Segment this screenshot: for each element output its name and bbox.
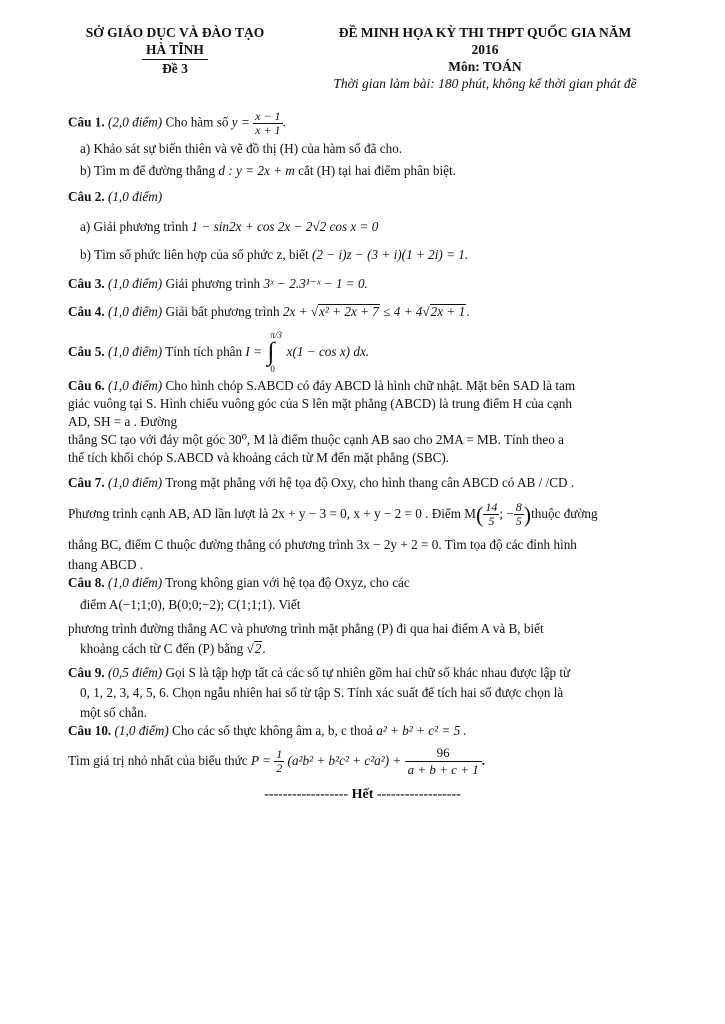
q2-a-eq: 1 − sin2x + cos 2x − 2√2 cos x = 0 — [191, 219, 379, 234]
q4-label: Câu 4. — [68, 304, 105, 319]
q1-part-a: a) Khảo sát sự biến thiên và vẽ đồ thị (H) của hàm số đã cho. — [80, 141, 403, 156]
q8-line4 — [80, 640, 674, 658]
q3-label: Câu 3. — [68, 276, 105, 291]
q10-half — [274, 748, 284, 775]
q7-m-num2: 8 — [515, 500, 522, 515]
q4-sqrt-2: 2x + 1 — [430, 304, 466, 319]
q5-integrand: x(1 − cos x) dx. — [286, 344, 370, 359]
q10-label: Câu 10. — [68, 723, 112, 738]
question-3 — [68, 275, 674, 293]
paren-open: ( — [476, 501, 484, 527]
q1-fraction — [253, 110, 282, 137]
q10-end: . — [481, 753, 486, 768]
integral-lower: 0 — [270, 363, 275, 374]
question-7 — [68, 474, 674, 492]
q8-sqrt: 2 — [254, 641, 262, 656]
q8-line4-pre: khoảng cách từ C đến (P) bằng — [80, 641, 244, 656]
sqrt-symbol: √ — [310, 304, 319, 319]
q10-big-num: 96 — [405, 745, 482, 762]
q9-line2: 0, 1, 2, 3, 4, 5, 6. Chọn ngẫu nhiên hai số từ tập S. Tính xác suất để tích hai số được chọn là — [80, 685, 564, 700]
q10-p-eq: P = — [250, 753, 271, 768]
q3-score: (1,0 điểm) — [107, 276, 163, 291]
question-4 — [68, 303, 674, 321]
q10-half-num: 1 — [276, 747, 283, 762]
q7-line2 — [68, 496, 674, 532]
q7-m-sep: ; − — [499, 506, 514, 521]
q10-line1-eq: a² + b² + c² = 5 . — [376, 723, 467, 738]
q7-line4: thang ABCD . — [68, 557, 144, 572]
q9-label: Câu 9. — [68, 665, 105, 680]
q8-line3: phương trình đường thẳng AC và phương trình mặt phẳng (P) đi qua hai điểm A và B, biết — [68, 621, 544, 636]
question-9 — [68, 664, 674, 682]
q7-m-frac1 — [483, 501, 499, 528]
q7-label: Câu 7. — [68, 475, 105, 490]
q1-text: Cho hàm số — [165, 114, 229, 130]
q10-big-frac — [405, 745, 482, 778]
q4-eq-a: 2x + — [282, 304, 308, 319]
q5-eq-pre: I = — [245, 344, 263, 359]
exam-number: Đề 3 — [162, 61, 188, 76]
q4-eq-end: . — [466, 304, 470, 319]
question-2 — [68, 188, 674, 206]
q3-eq: 3ˣ − 2.3¹⁻ˣ − 1 = 0. — [263, 276, 368, 291]
q4-score: (1,0 điểm) — [107, 304, 163, 319]
q1-frac-den: x + 1 — [255, 123, 281, 137]
question-5 — [68, 330, 674, 374]
q8-line4-end: . — [262, 641, 266, 656]
q6-line2: giác vuông tại S. Hình chiếu vuông góc của S lên mặt phẳng (ABCD) là trung điểm H của cạnh — [68, 396, 572, 411]
q7-line2-pre: Phương trình cạnh AB, AD lần lượt là 2x + y − 3 = 0, x + y − 2 = 0 . Điểm M — [68, 506, 477, 521]
q1-y-eq: y = — [231, 114, 250, 130]
time-limit: Thời gian làm bài: 180 phút, không kể thời gian phát đề — [333, 76, 637, 91]
q6-line5: thể tích khối chóp S.ABCD và khoảng cách từ M đến mặt phẳng (SBC). — [68, 450, 450, 465]
q7-line3: thẳng BC, điểm C thuộc đường thẳng có phương trình 3x − 2y + 2 = 0. Tìm tọa độ các đỉnh hình — [68, 537, 577, 552]
q6-score: (1,0 điểm) — [107, 378, 163, 393]
end-marker: ------------------ Hết ------------------ — [264, 787, 461, 802]
sqrt-symbol: √ — [246, 641, 254, 656]
q5-label: Câu 5. — [68, 344, 105, 359]
q4-text: Giải bất phương trình — [165, 304, 280, 319]
q6-label: Câu 6. — [68, 378, 105, 393]
q2-label: Câu 2. — [68, 189, 105, 204]
question-10 — [68, 722, 674, 740]
q10-big-den: a + b + c + 1 — [407, 762, 479, 778]
q4-eq-b: ≤ 4 + 4 — [383, 304, 423, 319]
q7-line1: Trong mặt phẳng với hệ tọa độ Oxy, cho hình thang cân ABCD có AB / /CD . — [165, 475, 575, 490]
q2-part-a — [80, 218, 674, 236]
q2-b-pre: b) Tìm số phức liên hợp của số phức z, biết — [80, 247, 309, 262]
q7-m-num1: 14 — [485, 500, 498, 515]
q6-line4: thẳng SC tạo với đáy một góc 30⁰, M là điểm thuộc cạnh AB sao cho 2MA = MB. Tính theo a — [68, 432, 564, 447]
q2-part-b — [80, 246, 674, 264]
q6-line3: AD, SH = a . Đường — [68, 414, 178, 429]
q7-line2-post: thuộc đường — [531, 506, 598, 521]
integral-upper: π/3 — [270, 329, 282, 340]
province-name: HÀ TĨNH — [142, 41, 208, 60]
q8-score: (1,0 điểm) — [107, 575, 163, 590]
q7-m-frac2 — [514, 501, 524, 528]
q3-text: Giải phương trình — [165, 276, 261, 291]
q9-line3: một số chẵn. — [80, 705, 148, 720]
q5-text: Tính tích phân — [165, 344, 243, 359]
q9-line1: Gọi S là tập hợp tất cả các số tự nhiên gồm hai chữ số khác nhau được lập từ — [165, 665, 571, 680]
q1-label: Câu 1. — [68, 114, 105, 130]
q1-b-pre: b) Tìm m để đường thẳng — [80, 163, 216, 178]
q10-bracket: (a²b² + b²c² + c²a²) + — [287, 753, 402, 768]
q1-b-post: cắt (H) tại hai điểm phân biệt. — [298, 163, 456, 178]
q2-score: (1,0 điểm) — [107, 189, 163, 204]
q1-frac-num: x − 1 — [255, 109, 281, 123]
exam-year: 2016 — [471, 42, 499, 57]
q2-a-pre: a) Giải phương trình — [80, 219, 189, 234]
paren-close: ) — [523, 501, 532, 527]
department-name: SỞ GIÁO DỤC VÀ ĐÀO TẠO — [85, 25, 265, 40]
subject: Môn: TOÁN — [448, 59, 522, 74]
q7-m-den2: 5 — [515, 514, 522, 529]
q10-line2-pre: Tìm giá trị nhỏ nhất của biểu thức — [68, 753, 248, 768]
q10-line1-pre: Cho các số thực không âm a, b, c thoả — [172, 723, 373, 738]
header-left — [60, 24, 290, 77]
sqrt-symbol: √ — [422, 304, 430, 319]
q7-m-den1: 5 — [488, 514, 495, 529]
q4-sqrt-1: x² + 2x + 7 — [319, 304, 379, 319]
exam-title: ĐỀ MINH HỌA KỲ THI THPT QUỐC GIA NĂM — [338, 25, 632, 40]
q10-score: (1,0 điểm) — [114, 723, 169, 738]
q1-part-b — [80, 162, 674, 180]
q2-b-eq: (2 − i)z − (3 + i)(1 + 2i) = 1. — [311, 247, 469, 262]
q8-label: Câu 8. — [68, 575, 105, 590]
q8-line2: điểm A(−1;1;0), B(0;0;−2); C(1;1;1). Viết — [80, 597, 301, 612]
q5-score: (1,0 điểm) — [107, 344, 163, 359]
q10-line2 — [68, 742, 674, 780]
question-1: Câu 1. (2,0 điểm) Cho hàm số y = $\frac{x - 1}{x + 1}$ . — [68, 109, 286, 137]
question-8 — [68, 574, 674, 592]
q6-line1: Cho hình chóp S.ABCD có đáy ABCD là hình chữ nhật. Mặt bên SAD là tam — [165, 378, 576, 393]
q1-b-line: d : y = 2x + m — [218, 163, 295, 178]
integral-symbol: ∫ — [267, 336, 275, 366]
q8-line1: Trong không gian với hệ tọa độ Oxyz, cho các — [165, 575, 410, 590]
q1-score: (2,0 điểm) — [107, 114, 163, 130]
q7-score: (1,0 điểm) — [107, 475, 163, 490]
q9-score: (0,5 điểm) — [107, 665, 163, 680]
header-right — [300, 24, 670, 92]
integral-sign — [265, 329, 283, 374]
question-6 — [68, 377, 674, 467]
q10-half-den: 2 — [276, 761, 283, 776]
